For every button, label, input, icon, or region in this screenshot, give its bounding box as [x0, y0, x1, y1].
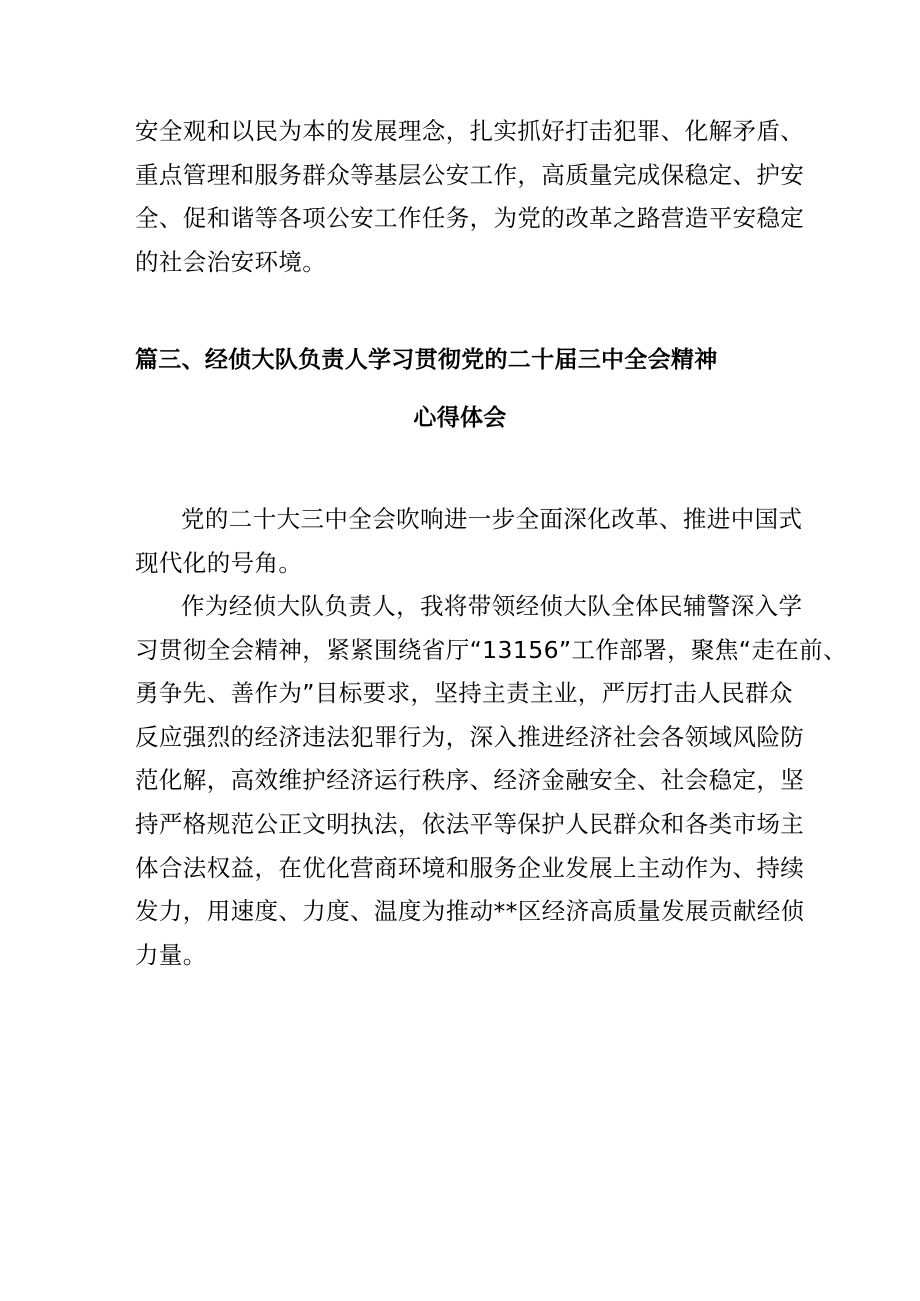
text-line: 力量。: [135, 940, 207, 969]
text-line: 的社会治安环境。: [135, 247, 327, 276]
text-line: 体合法权益，在优化营商环境和服务企业发展上主动作为、持续: [135, 853, 805, 882]
text-line: 党的二十大三中全会吹响进一步全面深化改革、推进中国式: [181, 505, 803, 533]
section-heading-line2: 心得体会: [413, 405, 507, 431]
text-line: 反应强烈的经济违法犯罪行为，深入推进经济社会各领域风险防: [135, 722, 805, 751]
paragraph-1: [135, 498, 803, 585]
text-line: 持严格规范公正文明执法，依法平等保护人民群众和各类市场主: [135, 809, 805, 838]
text-line: 安全观和以民为本的发展理念，扎实抓好打击犯罪、化解矛盾、: [135, 117, 805, 145]
continuation-paragraph: [135, 110, 805, 284]
text-line: 发力，用速度、力度、温度为推动**区经济高质量发展贡献经侦: [135, 897, 805, 926]
text-line: 全、促和谐等各项公安工作任务，为党的改革之路营造平安稳定: [135, 204, 805, 233]
paragraph-2: [135, 585, 847, 977]
text-line: 勇争先、善作为”目标要求，坚持主责主业，严厉打击人民群众: [135, 679, 793, 708]
text-line: 习贯彻全会精神，紧紧围绕省厅“13156”工作部署，聚焦“走在前、: [135, 635, 847, 664]
text-line: 重点管理和服务群众等基层公安工作，高质量完成保稳定、护安: [135, 160, 805, 189]
section-heading-line1: 篇三、经侦大队负责人学习贯彻党的二十届三中全会精神: [135, 347, 718, 373]
text-line: 现代化的号角。: [135, 548, 303, 577]
text-line: 作为经侦大队负责人，我将带领经侦大队全体民辅警深入学: [181, 592, 803, 620]
text-line: 范化解，高效维护经济运行秩序、经济金融安全、社会稳定，坚: [135, 766, 805, 795]
